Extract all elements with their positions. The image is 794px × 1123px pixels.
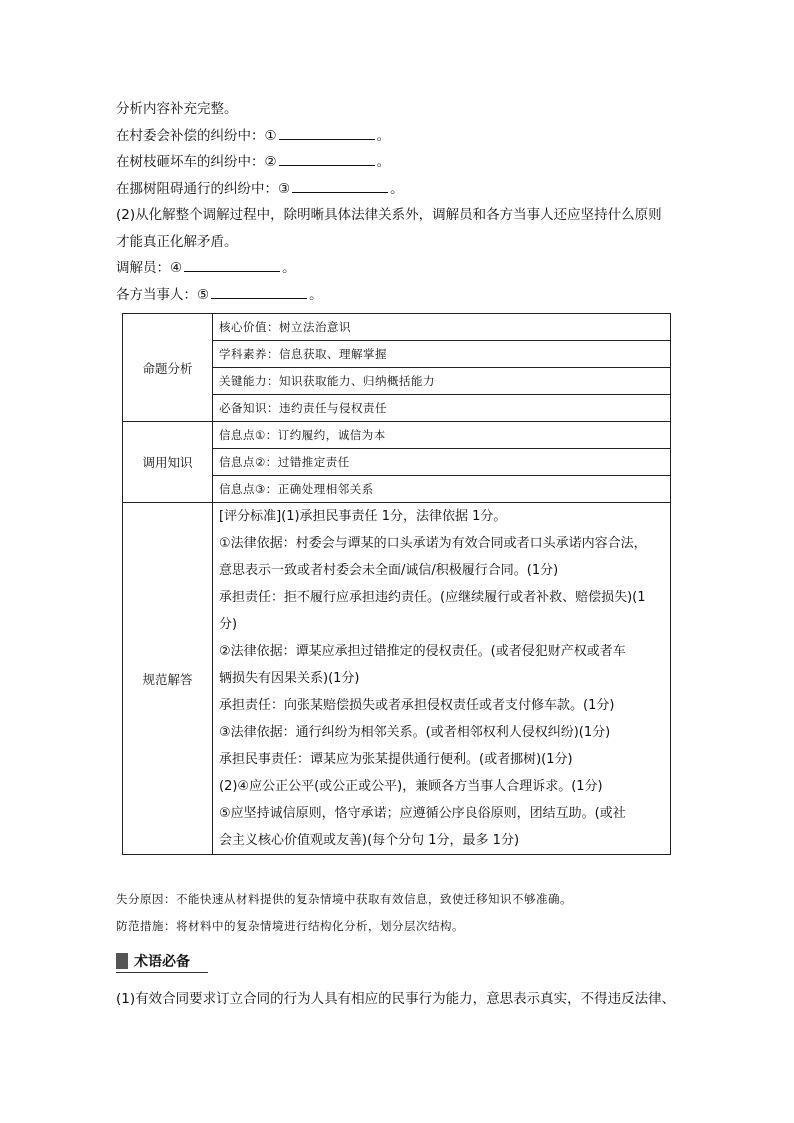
answer-line: 会主义核心价值观或友善)(每个分句 1分，最多 1分) bbox=[219, 833, 520, 848]
section-underline bbox=[116, 972, 208, 973]
analysis-row: 必备知识：违约责任与侵权责任 bbox=[213, 395, 671, 422]
prevention-measure: 防范措施：将材料中的复杂情境进行结构化分析，划分层次结构。 bbox=[116, 919, 464, 933]
section-marker-icon bbox=[116, 953, 128, 969]
answer-line: 分) bbox=[219, 617, 238, 632]
answer-line: (2)④应公正公平(或公正或公平)，兼顾各方当事人合理诉求。(1分) bbox=[219, 779, 603, 794]
answer-blank-3[interactable] bbox=[292, 178, 388, 193]
question-6 bbox=[116, 282, 686, 309]
question-2-prefix: 在树枝砸坏车的纠纷中：② bbox=[116, 154, 277, 170]
analysis-row: 学科素养：信息获取、理解掌握 bbox=[213, 341, 671, 368]
period: 。 bbox=[376, 154, 391, 170]
question-4-line-2: 才能真正化解矛盾。 bbox=[116, 233, 238, 250]
intro-line: 分析内容补充完整。 bbox=[116, 101, 238, 117]
knowledge-row: 信息点②：过错推定责任 bbox=[213, 449, 671, 476]
analysis-row: 关键能力：知识获取能力、归纳概括能力 bbox=[213, 368, 671, 395]
rubric-table bbox=[122, 313, 671, 855]
analysis-label: 命题分析 bbox=[123, 314, 213, 422]
answer-blank-5[interactable] bbox=[211, 284, 307, 299]
knowledge-row: 信息点③：正确处理相邻关系 bbox=[213, 476, 671, 503]
question-5 bbox=[116, 255, 686, 282]
question-2 bbox=[116, 149, 686, 176]
period: 。 bbox=[309, 286, 323, 303]
answer-line: 承担责任：拒不履行应承担违约责任。(应继续履行或者补救、赔偿损失)(1 bbox=[219, 590, 646, 605]
answer-line: ②法律依据：谭某应承担过错推定的侵权责任。(或者侵犯财产权或者车 bbox=[219, 644, 626, 659]
period: 。 bbox=[376, 127, 391, 144]
answer-label: 规范解答 bbox=[123, 503, 213, 855]
question-6-prefix: 各方当事人：⑤ bbox=[116, 286, 210, 303]
knowledge-label: 调用知识 bbox=[123, 422, 213, 503]
answer-line: ③法律依据：通行纠纷为相邻关系。(或者相邻权利人侵权纠纷)(1分) bbox=[219, 725, 611, 740]
answer-line: 承担责任：向张某赔偿损失或者承担侵权责任或者支付修车款。(1分) bbox=[219, 698, 615, 713]
answer-line: 辆损失有因果关系)(1分) bbox=[219, 671, 360, 686]
answer-cell bbox=[213, 503, 671, 855]
question-text bbox=[116, 96, 686, 308]
answer-line: ⑤应坚持诚信原则，恪守承诺；应遵循公序良俗原则，团结互助。(或社 bbox=[219, 806, 626, 821]
question-1 bbox=[116, 123, 686, 150]
answer-line: 意思表示一致或者村委会未全面/诚信/积极履行合同。(1分) bbox=[219, 563, 559, 578]
question-5-prefix: 调解员：④ bbox=[116, 260, 183, 276]
answer-line: 承担民事责任：谭某应为张某提供通行便利。(或者挪树)(1分) bbox=[219, 752, 573, 767]
analysis-notes bbox=[116, 886, 686, 940]
knowledge-row: 信息点①：订约履约，诚信为本 bbox=[213, 422, 671, 449]
section-title: 术语必备 bbox=[134, 954, 190, 970]
section-heading bbox=[116, 950, 208, 972]
period: 。 bbox=[390, 180, 404, 197]
question-4-line-1: (2)从化解整个调解过程中，除明晰具体法律关系外，调解员和各方当事人还应坚持什么原则 bbox=[116, 207, 662, 223]
question-1-prefix: 在村委会补偿的纠纷中：① bbox=[116, 127, 277, 144]
answer-line: ①法律依据：村委会与谭某的口头承诺为有效合同或者口头承诺内容合法， bbox=[219, 536, 647, 551]
period: 。 bbox=[282, 260, 296, 276]
question-3-prefix: 在挪树阻碍通行的纠纷中：③ bbox=[116, 180, 291, 197]
analysis-row: 核心价值：树立法治意识 bbox=[213, 314, 671, 341]
loss-reason: 失分原因：不能快速从材料提供的复杂情境中获取有效信息，致使迁移知识不够准确。 bbox=[116, 892, 572, 906]
question-3 bbox=[116, 176, 686, 203]
answer-blank-4[interactable] bbox=[184, 257, 280, 272]
answer-blank-2[interactable] bbox=[279, 151, 375, 166]
answer-blank-1[interactable] bbox=[279, 125, 375, 140]
term-definition: (1)有效合同要求订立合同的行为人具有相应的民事行为能力，意思表示真实，不得违反法律、 bbox=[116, 991, 676, 1007]
answer-line: [评分标准](1)承担民事责任 1分，法律依据 1分。 bbox=[219, 509, 507, 524]
